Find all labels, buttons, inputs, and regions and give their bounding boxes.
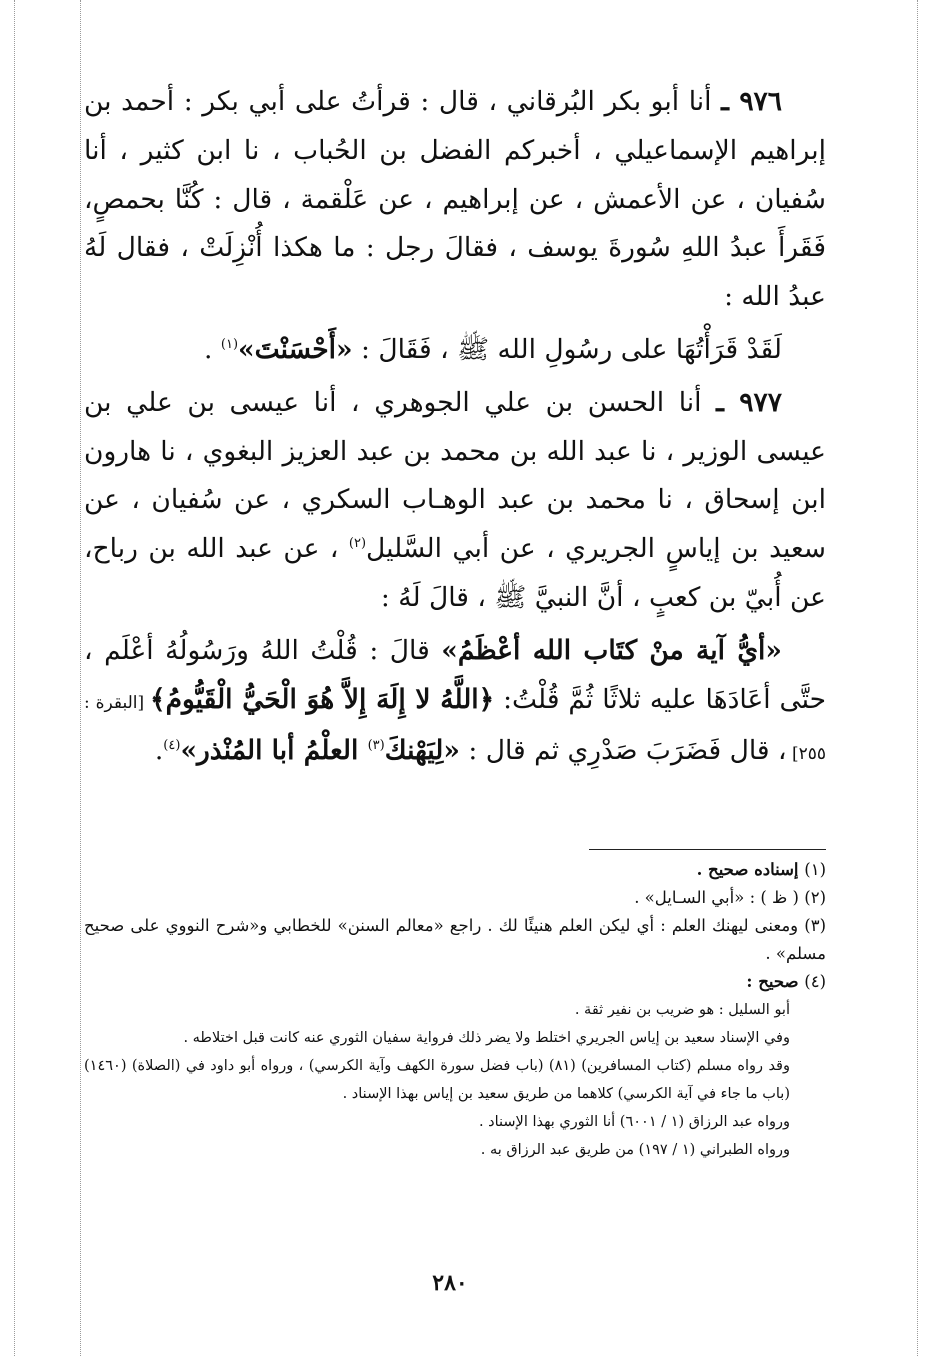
footnote-2 [84, 884, 826, 912]
footnote-marker: (٣) [367, 738, 385, 754]
main-text [84, 78, 826, 783]
footnote-number: (١) [804, 860, 826, 879]
hadith-977 [84, 379, 826, 623]
quote-text: لَقَدْ قَرَأْتُهَا على رسُولِ الله ﷺ ، فَقَالَ : [352, 333, 782, 365]
footnote-4 [84, 968, 826, 996]
hadith-text-cont: ، عن عبد الله بن رباح، عن أُبيّ بن كعبٍ ، أنَّ النبيَّ ﷺ ، قالَ لَهُ : [84, 533, 826, 613]
footnote-separator [589, 849, 826, 850]
hadith-text: أنا الحسن بن علي الجوهري ، أنا عيسى بن علي بن عيسى الوزير ، نا عبد الله بن محمد بن عبد العزيز البغوي ، نا هارون ابن إسحاق ، نا محمد بن عبد الوهـاب السكري ، عن سُفيان ، عن سعيد بن إياسٍ الجريري ، عن أبي السَّليل [84, 386, 826, 565]
page-number: ٢٨٠ [432, 1270, 468, 1296]
footnote-4-line: وفي الإسناد سعيد بن إياس الجريري اختلط ولا يضر ذلك فرواية سفيان الثوري عنه كانت قبل اختلاطه . [183, 1030, 790, 1046]
footnote-marker: (٢) [348, 536, 367, 552]
scan-edge-line [917, 0, 918, 1356]
footnote-number: (٣) [804, 916, 826, 935]
hadith-text: أنا أبو بكر البُرقاني ، قال : قرأتُ على أبي بكر : أحمد بن إبراهيم الإسماعيلي ، أخبركم الفضل بن الحُباب ، نا ابن كثير ، أنا سُفيان ، عن الأعمش ، عن إبراهيم ، عن عَلْقمة ، قال : كُنَّا بحمصٍ، فَقَرأَ عبدُ اللهِ سُورةَ يوسف ، فقالَ رجل : ما هكذا أُنْزِلَتْ ، فقال لَهُ عبدُ الله : [84, 86, 826, 313]
hadith-976 [84, 78, 826, 322]
footnote-marker: (٤) [163, 738, 181, 754]
footnote-number: (٤) [804, 972, 826, 991]
quote-end: . [154, 735, 164, 767]
quote-bold: «لِيَهْنكَ [384, 735, 460, 767]
quote-bold: العلْمُ أبا المُنْذر» [180, 735, 368, 767]
scan-edge-line [80, 0, 81, 1356]
footnote-text: ومعنى ليهنك العلم : أي ليكن العلم هنيئًا لك . راجع «معالم السنن» للخطابي و«شرح النووي على صحيح مسلم» . [84, 916, 826, 963]
footnote-3 [84, 912, 826, 968]
quran-reference: [البقرة : ٢٥٥] [84, 692, 826, 765]
footnote-4-line: وقد رواه مسلم (كتاب المسافرين) (٨١) (باب فضل سورة الكهف وآية الكرسي) ، ورواه أبو داود في (الصلاة) (١٤٦٠) (باب ما جاء في آية الكرسي) كلاهما من طريق سعيد بن إياس بهذا الإسناد . [84, 1058, 790, 1102]
footnote-text: صحيح : [746, 972, 805, 991]
footnote-4-line: ورواه عبد الرزاق (١ / ٦٠٠١) أنا الثوري بهذا الإسناد . [478, 1114, 790, 1130]
quote-text: ، قال فَضَرَبَ صَدْرِي ثم قال : [459, 735, 787, 767]
footnote-number: (٢) [804, 888, 826, 907]
quran-verse: ﴿اللَّهُ لا إِلَهَ إِلاَّ هُوَ الْحَيُّ الْقَيُّومُ﴾ [150, 683, 495, 715]
hadith-number: ٩٧٧ ـ [716, 386, 782, 418]
footnote-text: إسناده صحيح . [696, 860, 805, 879]
quote-bold: «أيُّ آية منْ كتَاب الله أعْظَمُ» [441, 634, 782, 666]
quote-bold: «أَحْسَنْتَ» [238, 333, 353, 365]
quote-text: قالَ : قُلْتُ اللهُ ورَسُولُهُ أعْلَم ، حتَّى أعَادَهَا عليه ثلاثًا ثُمَّ قُلْتُ: [84, 634, 826, 715]
hadith-977-quote [84, 627, 826, 779]
hadith-number: ٩٧٦ ـ [721, 86, 783, 117]
hadith-976-quote [84, 326, 826, 375]
scan-edge-line [14, 0, 15, 1356]
footnote-4-line: أبو السليل : هو ضريب بن نفير ثقة . [574, 1002, 790, 1018]
quote-end: . [204, 333, 221, 365]
footnote-4-line: ورواه الطبراني (١ / ١٩٧) من طريق عبد الرزاق به . [480, 1142, 790, 1158]
footnote-text: ( ظ ) : «أبي السـايل» . [634, 888, 805, 907]
footnote-marker: (١) [220, 337, 239, 353]
footnote-1 [84, 856, 826, 884]
footnotes [84, 856, 826, 1164]
